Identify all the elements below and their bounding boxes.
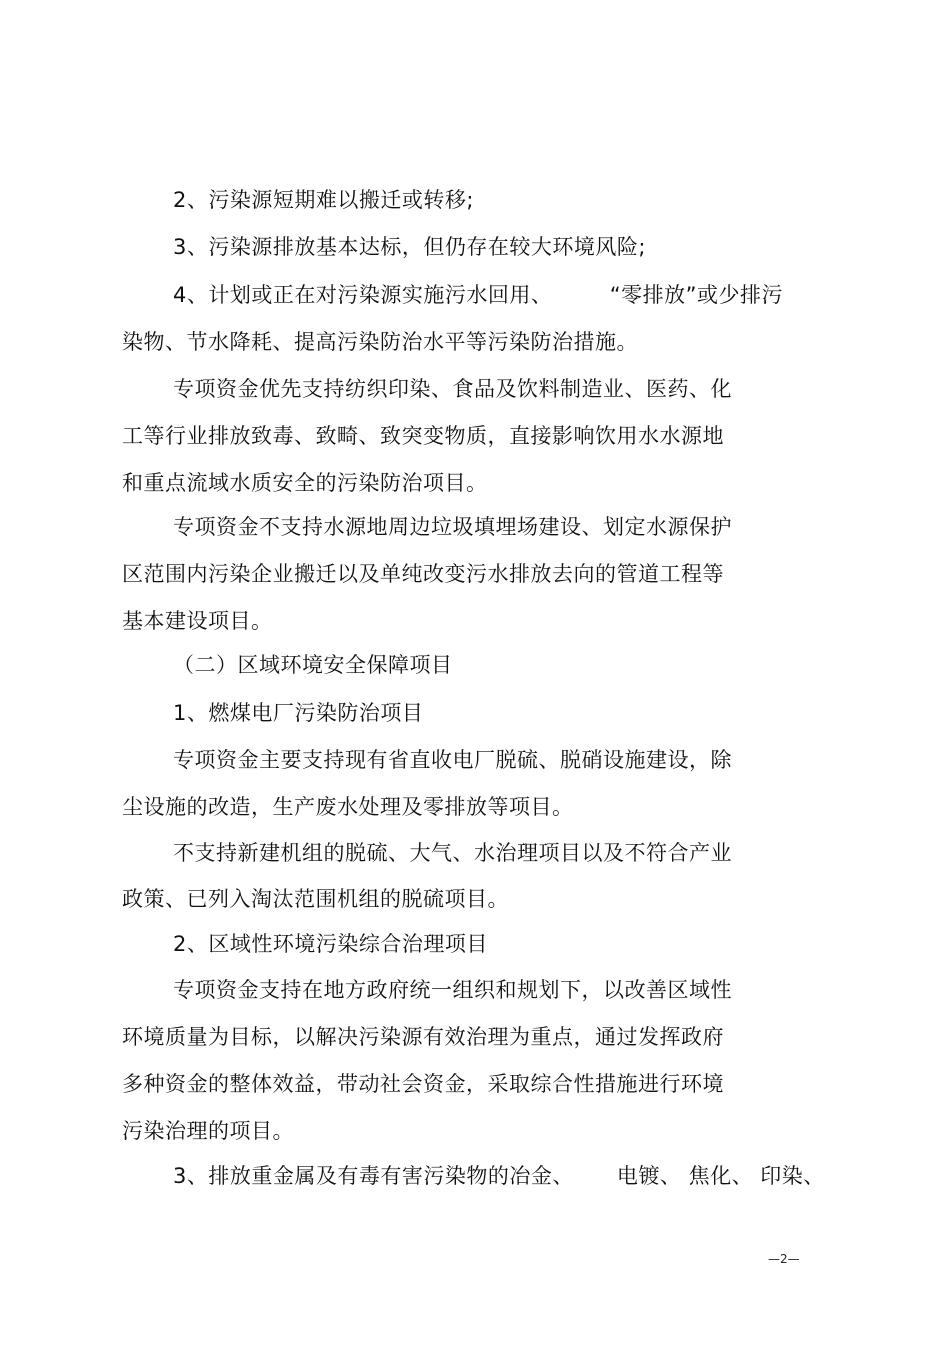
subsection-heading-1: 1、燃煤电厂污染防治项目 [173, 701, 424, 725]
paragraph-not-supported-line-3: 基本建设项目。 [122, 609, 273, 633]
page-number: —2— [768, 1252, 800, 1266]
paragraph-power-plant: 专项资金主要支持现有省直收电厂脱硫、脱硝设施建设，除 [173, 748, 732, 772]
paragraph-regional-treatment-line-3: 多种资金的整体效益，带动社会资金，采取综合性措施进行环境 [122, 1072, 724, 1096]
paragraph-priority-support-line-2: 工等行业排放致毒、致畸、致突变物质，直接影响饮用水水源地 [122, 424, 724, 448]
paragraph-not-supported: 专项资金不支持水源地周边垃圾填埋场建设、划定水源保护 [173, 515, 732, 539]
list-item-3: 3、污染源排放基本达标，但仍存在较大环境风险; [173, 235, 646, 259]
list-item-4-continued: 染物、节水降耗、提高污染防治水平等污染防治措施。 [122, 330, 638, 354]
paragraph-regional-treatment-line-4: 污染治理的项目。 [122, 1119, 294, 1143]
section-heading: （二）区域环境安全保障项目 [173, 653, 453, 677]
subsection-heading-3: 3、排放重金属及有毒有害污染物的冶金、 电镀、 焦化、 印染、 [173, 1164, 825, 1188]
paragraph-regional-treatment: 专项资金支持在地方政府统一组织和规划下，以改善区域性 [173, 978, 732, 1002]
list-item-2: 2、污染源短期难以搬迁或转移; [173, 188, 474, 212]
paragraph-priority-support: 专项资金优先支持纺织印染、食品及饮料制造业、医药、化 [173, 377, 732, 401]
paragraph-power-plant-exclusions: 不支持新建机组的脱硫、大气、水治理项目以及不符合产业 [173, 841, 732, 865]
list-item-4: 4、计划或正在对污染源实施污水回用、 “零排放”或少排污 [173, 283, 784, 307]
paragraph-power-plant-exclusions-line-2: 政策、已列入淘汰范围机组的脱硫项目。 [122, 887, 509, 911]
paragraph-priority-support-line-3: 和重点流域水质安全的污染防治项目。 [122, 471, 488, 495]
paragraph-power-plant-line-2: 尘设施的改造，生产废水处理及零排放等项目。 [122, 795, 574, 819]
paragraph-not-supported-line-2: 区范围内污染企业搬迁以及单纯改变污水排放去向的管道工程等 [122, 562, 724, 586]
paragraph-regional-treatment-line-2: 环境质量为目标，以解决污染源有效治理为重点，通过发挥政府 [122, 1025, 724, 1049]
subsection-heading-2: 2、区域性环境污染综合治理项目 [173, 932, 488, 956]
